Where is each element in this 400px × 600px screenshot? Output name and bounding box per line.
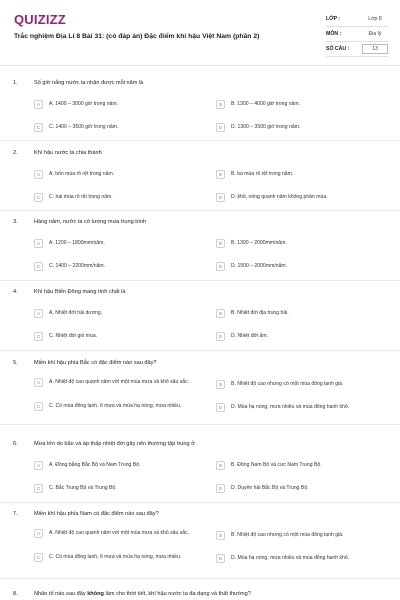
meta-row-class	[326, 12, 388, 27]
option-text: C. 1400 – 3500 giờ trong năm.	[49, 124, 119, 131]
option-text: B. 1300 – 4000 giờ trong năm.	[231, 101, 301, 108]
quizizz-logo: QUIZIZZ	[14, 12, 66, 27]
question-number: 7.	[13, 511, 18, 517]
option-letter: D	[216, 193, 225, 202]
option-b[interactable]	[216, 461, 384, 470]
option-text: C. hai mùa rõ rệt trong năm.	[49, 194, 113, 201]
option-a[interactable]	[34, 100, 202, 109]
meta-box	[326, 12, 388, 57]
option-a[interactable]	[34, 529, 202, 538]
option-text: A. Nhiệt đới hải dương.	[49, 310, 103, 317]
option-text: C. Có mùa đông lạnh, ít mưa và mùa hạ nóng, mưa nhiều.	[49, 554, 182, 561]
question-text-end: làm cho thời tiết, khí hậu nước ta đa dạng và thất thường?	[103, 591, 251, 597]
option-text: A. Nhiệt độ cao quanh năm với một mùa mưa và khô sâu sắc.	[49, 379, 190, 386]
option-c[interactable]	[34, 553, 202, 562]
option-a[interactable]	[34, 378, 202, 387]
option-text: C. Nhiệt đới gió mùa.	[49, 333, 98, 340]
question-text: Khí hậu nước ta chia thành	[34, 150, 102, 156]
meta-value: Địa lý	[368, 31, 382, 37]
option-d[interactable]	[216, 262, 384, 271]
option-text: C. 1400 – 2200mm/năm.	[49, 263, 106, 270]
option-letter: D	[216, 484, 225, 493]
option-letter: C	[34, 123, 43, 132]
option-letter: A	[34, 170, 43, 179]
option-b[interactable]	[216, 531, 396, 540]
option-text: B. 1300 – 2000mm/năm.	[231, 240, 287, 247]
option-text: D. 1500 – 2000mm/năm.	[231, 263, 288, 270]
option-d[interactable]	[216, 193, 384, 202]
meta-key: LỚP :	[326, 16, 341, 22]
option-letter: C	[34, 332, 43, 341]
option-c[interactable]	[34, 193, 202, 202]
meta-key: SỐ CÂU :	[326, 46, 350, 52]
option-c[interactable]	[34, 332, 202, 341]
divider	[0, 210, 400, 211]
option-text: A. 1200 – 1800mm/năm.	[49, 240, 105, 247]
option-letter: A	[34, 309, 43, 318]
option-letter: D	[216, 123, 225, 132]
option-letter: C	[34, 262, 43, 271]
meta-value: Lớp 8	[368, 16, 382, 22]
option-letter: A	[34, 529, 43, 538]
option-letter: B	[216, 531, 225, 540]
option-d[interactable]	[216, 554, 396, 563]
divider	[0, 350, 400, 351]
option-b[interactable]	[216, 380, 396, 389]
option-text: B. Nhiệt đới địa trung hải.	[231, 310, 289, 317]
option-letter: B	[216, 170, 225, 179]
option-b[interactable]	[216, 170, 384, 179]
question-text-start: Nhân tố nào sau đây	[34, 591, 88, 597]
question-text: Khí hậu Biển Đông mang tính chất là	[34, 289, 126, 295]
option-letter: C	[34, 193, 43, 202]
document-title: Trắc nghiệm Địa Lí 8 Bài 31: (có đáp án) Đặc điểm khí hậu Việt Nam (phần 2)	[14, 33, 260, 40]
option-letter: C	[34, 484, 43, 493]
option-text: A. 1400 – 3000 giờ trong năm.	[49, 101, 119, 108]
option-text: D. Duyên hải Bắc Bộ và Trung Bộ.	[231, 485, 309, 492]
option-b[interactable]	[216, 239, 384, 248]
option-text: C. Có mùa đông lạnh, ít mưa và mùa hạ nóng, mưa nhiều.	[49, 403, 182, 410]
question-number: 1.	[13, 80, 18, 86]
option-letter: A	[34, 461, 43, 470]
option-letter: B	[216, 461, 225, 470]
option-d[interactable]	[216, 123, 384, 132]
divider	[0, 140, 400, 141]
question-text: Hàng năm, nước ta có lượng mưa trung bình	[34, 219, 147, 225]
option-letter: D	[216, 554, 225, 563]
option-c[interactable]	[34, 402, 202, 411]
option-text: A. Nhiệt độ cao quanh năm với một mùa mưa và khô sâu sắc.	[49, 530, 190, 537]
meta-value: 13	[362, 44, 388, 54]
option-letter: D	[216, 262, 225, 271]
option-d[interactable]	[216, 403, 396, 412]
page-header	[0, 0, 400, 66]
option-d[interactable]	[216, 484, 384, 493]
option-letter: B	[216, 239, 225, 248]
option-text: D. 1300 – 3500 giờ trong năm.	[231, 124, 301, 131]
question-text: Miền khí hậu phía Bắc có đặc điểm nào sau đây?	[34, 360, 157, 366]
option-letter: A	[34, 378, 43, 387]
option-text: D. khô, nóng quanh năm không phân mùa.	[231, 194, 328, 201]
divider	[0, 578, 400, 579]
question-number: 4.	[13, 289, 18, 295]
question-text: Số giờ nắng nước ta nhận được mỗi năm là	[34, 80, 144, 86]
question-text: Miền khí hậu phía Nam có đặc điểm nào sau đây?	[34, 511, 159, 517]
question-number: 2.	[13, 150, 18, 156]
option-text: C. Bắc Trung Bộ và Trung Bộ.	[49, 485, 117, 492]
option-letter: B	[216, 380, 225, 389]
option-letter: C	[34, 553, 43, 562]
option-text: B. Nhiệt độ cao nhưng có một mùa đông lạnh giá.	[231, 532, 344, 539]
question-number: 5.	[13, 360, 18, 366]
option-text: A. bốn mùa rõ rệt trong năm.	[49, 171, 115, 178]
option-b[interactable]	[216, 309, 384, 318]
divider	[0, 424, 400, 425]
option-letter: D	[216, 403, 225, 412]
option-a[interactable]	[34, 170, 202, 179]
option-letter: B	[216, 100, 225, 109]
option-text: D. Mùa hạ nóng, mưa nhiều và mùa đông hanh khô.	[231, 404, 350, 411]
option-letter: A	[34, 239, 43, 248]
option-a[interactable]	[34, 461, 202, 470]
option-d[interactable]	[216, 332, 384, 341]
meta-row-count	[326, 42, 388, 57]
option-a[interactable]	[34, 239, 202, 248]
option-letter: C	[34, 402, 43, 411]
option-a[interactable]	[34, 309, 202, 318]
question-number: 3.	[13, 219, 18, 225]
option-text: B. Nhiệt độ cao nhưng có một mùa đông lạnh giá.	[231, 381, 344, 388]
question-number: 6.	[13, 441, 18, 447]
option-text: D. Mùa hạ nóng, mưa nhiều và mùa đông hanh khô.	[231, 555, 350, 562]
option-text: B. Đông Nam Bộ và cực Nam Trung Bộ.	[231, 462, 322, 469]
question-text	[34, 591, 384, 598]
divider	[0, 280, 400, 281]
option-text: B. ba mùa rõ rệt trong năm.	[231, 171, 294, 178]
option-c[interactable]	[34, 123, 202, 132]
option-text: A. Đồng bằng Bắc Bộ và Nam Trung Bộ.	[49, 462, 141, 469]
option-c[interactable]	[34, 484, 202, 493]
option-b[interactable]	[216, 100, 384, 109]
meta-row-subject	[326, 27, 388, 42]
option-letter: D	[216, 332, 225, 341]
meta-key: MÔN :	[326, 31, 342, 37]
option-c[interactable]	[34, 262, 202, 271]
option-text: D. Nhiệt đới ẩm.	[231, 333, 269, 340]
question-text-emphasis: không	[87, 591, 104, 597]
question-number: 8.	[13, 591, 18, 597]
option-letter: B	[216, 309, 225, 318]
option-letter: A	[34, 100, 43, 109]
question-text: Mưa lớn do bão và áp thấp nhiệt đới gây nên thường tập trung ở	[34, 441, 195, 447]
divider	[0, 502, 400, 503]
